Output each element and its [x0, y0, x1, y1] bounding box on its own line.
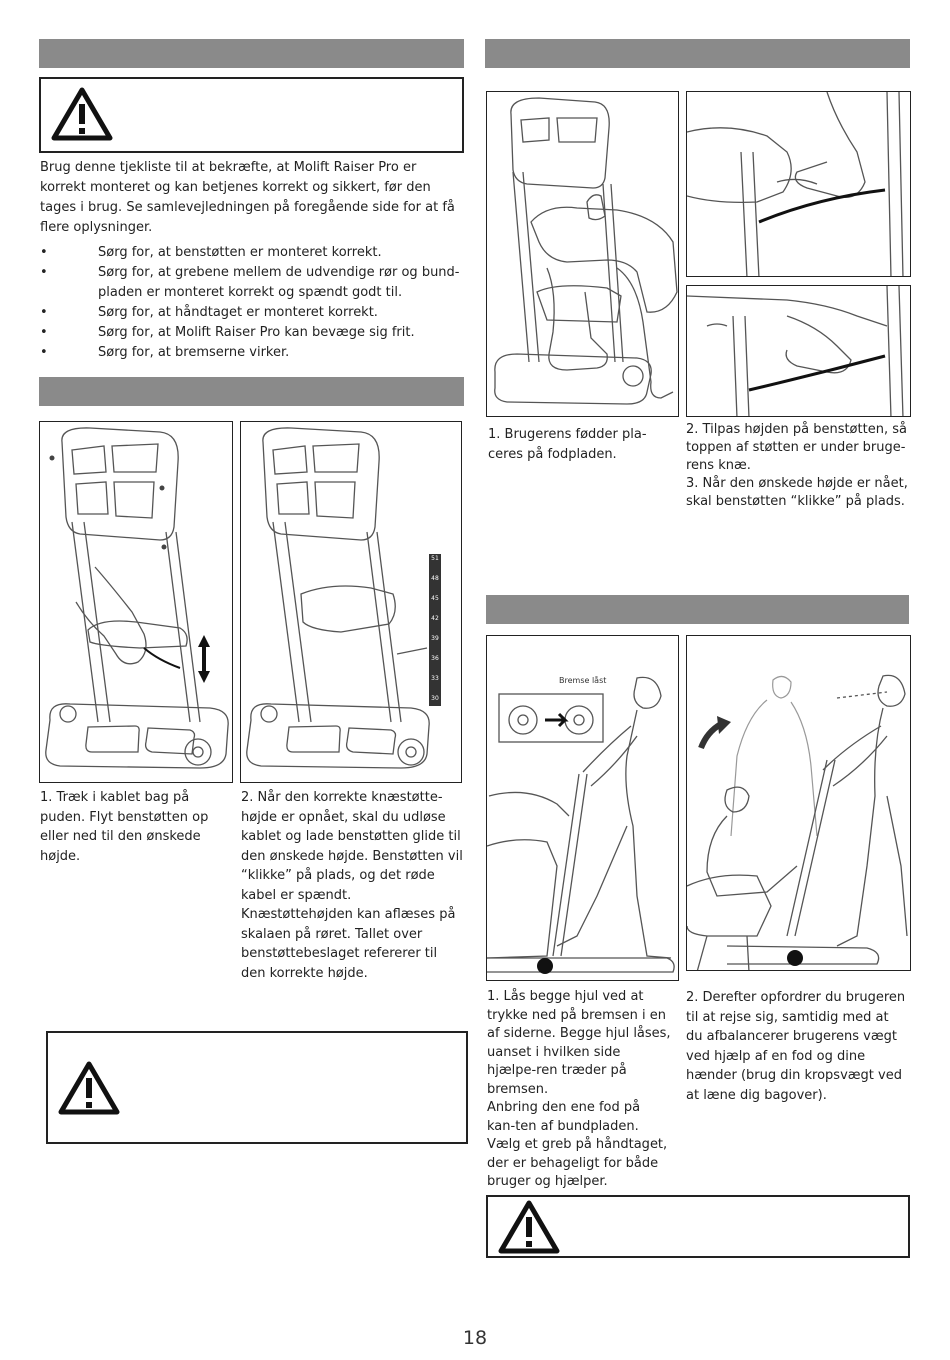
warning-icon — [51, 87, 113, 141]
scale-label: 45 — [431, 595, 439, 602]
scale-label: 30 — [431, 695, 439, 702]
warning-icon — [58, 1061, 120, 1115]
illustration-adjust-knee-2 — [686, 285, 911, 417]
section-header-bar-position — [485, 39, 910, 68]
scale-label: 36 — [431, 655, 439, 662]
warning-icon — [498, 1200, 560, 1254]
section-header-bar-adjust — [39, 377, 464, 406]
caption-raise-step2: 2. Derefter opfordrer du brugeren til at rejse sig, samtidig med at du afbalancerer brugerens vægt ved hjælp af en fod og dine hænder (brug din kropsvægt ved at læne dig bagover). — [686, 990, 906, 1103]
illustration-stand-up — [686, 635, 911, 971]
caption-adjust-step2: 2. Når den korrekte knæstøtte-højde er opnået, skal du udløse kablet og lade benstøtten glide til den ønskede højde. Benstøtten vil “klikke” på plads, og det røde kabel er spændt. Knæstøttehøjden kan aflæses på skalaen på røret. Tallet over benstøttebeslaget refererer til den korrekte højde. — [241, 790, 463, 981]
list-item: • Sørg for, at håndtaget er monteret korrekt. — [40, 305, 378, 320]
section-header-bar-checklist — [39, 39, 464, 68]
scale-label: 39 — [431, 635, 439, 642]
checklist-intro: Brug denne tjekliste til at bekræfte, at Molift Raiser Pro er korrekt monteret og kan betjenes korrekt og sikkert, før den tages i brug. Se samlevejledningen på foregående side for at få flere oplysninger. — [40, 160, 455, 235]
illustration-adjust-knee-1 — [686, 91, 911, 277]
list-item: • Sørg for, at Molift Raiser Pro kan bevæge sig frit. — [40, 325, 415, 340]
warning-box-top — [39, 77, 464, 153]
list-item: • Sørg for, at benstøtten er monteret korrekt. — [40, 245, 382, 260]
illustration-release-cable — [240, 421, 462, 783]
caption-raise-step1: 1. Lås begge hjul ved at trykke ned på bremsen i en af siderne. Begge hjul låses, uanset i hvilken side hjælpe-ren træder på bremsen. Anbring den ene fod på kan-ten af bundpladen. Vælg et greb på håndtaget, der er behageligt for både bruger og hjælper. — [487, 989, 671, 1189]
warning-box-bottom — [486, 1195, 910, 1258]
scale-label: 42 — [431, 615, 439, 622]
illustration-pull-cable — [39, 421, 233, 783]
illustration-brake-lock — [486, 635, 679, 981]
height-scale — [429, 554, 441, 706]
scale-label: 51 — [431, 555, 439, 562]
scale-label: 33 — [431, 675, 439, 682]
brake-locked-label: Bremse låst — [559, 676, 607, 685]
caption-position-steps: 2. Tilpas højden på benstøtten, så toppen af støtten er under bruge-rens knæ. 3. Når den ønskede højde er nået, skal benstøtten “klikke” på plads. — [686, 422, 908, 509]
checklist-bullets — [40, 243, 465, 363]
page-number: 18 — [462, 1327, 488, 1349]
list-item: • Sørg for, at grebene mellem de udvendige rør og bund-pladen er monteret korrekt og spændt godt til. — [40, 265, 460, 300]
list-item: • Sørg for, at bremserne virker. — [40, 345, 290, 360]
caption-position-step1: 1. Brugerens fødder pla-ceres på fodpladen. — [488, 427, 647, 462]
warning-box-middle — [46, 1031, 468, 1144]
section-header-bar-raise — [486, 595, 909, 624]
caption-adjust-step1: 1. Træk i kablet bag på puden. Flyt benstøtten op eller ned til den ønskede højde. — [40, 790, 209, 864]
scale-label: 48 — [431, 575, 439, 582]
illustration-feet-on-plate — [486, 91, 679, 417]
